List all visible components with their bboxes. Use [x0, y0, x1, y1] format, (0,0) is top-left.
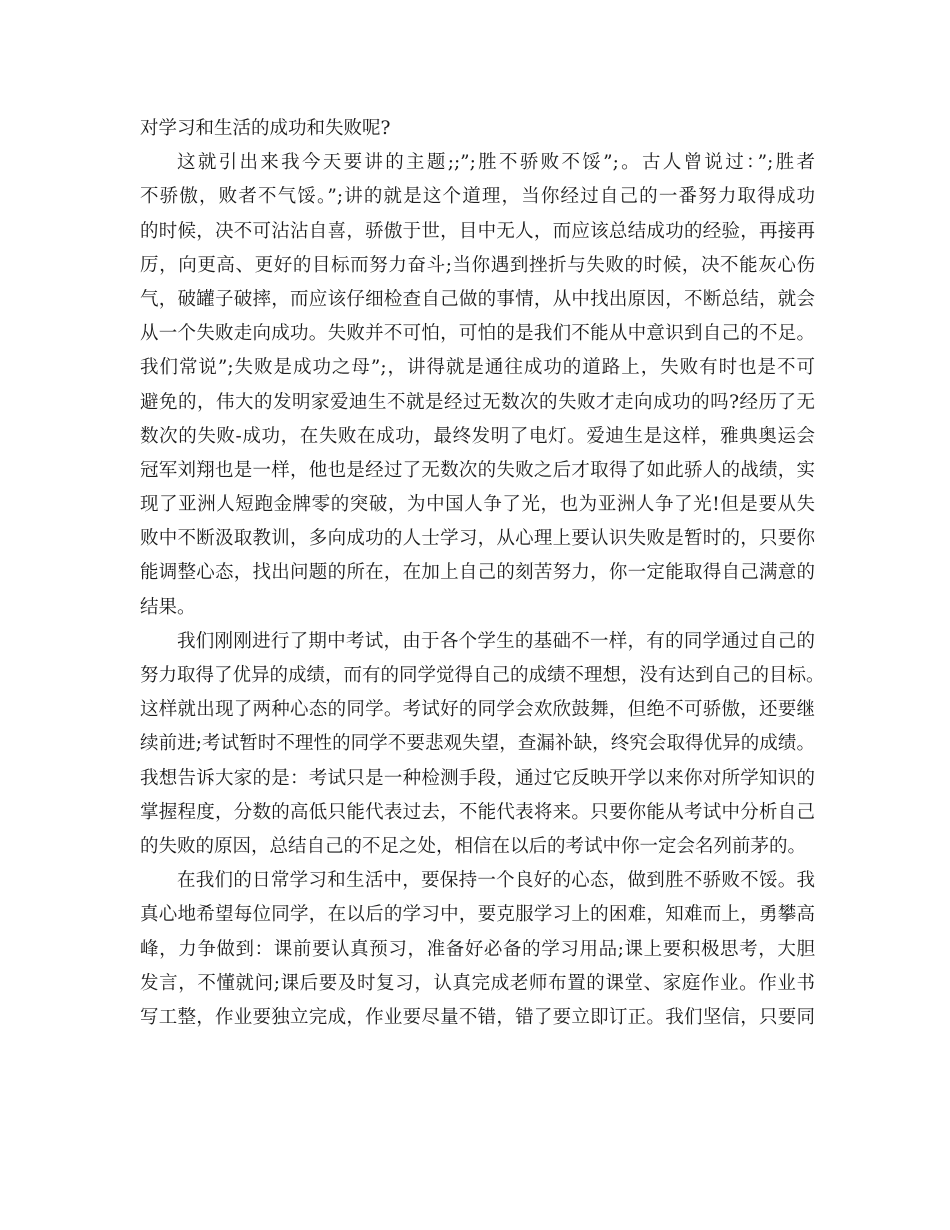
text-line: 写工整，作业要独立完成，作业要尽量不错，错了要立即订正。我们坚信，只要同	[140, 1006, 815, 1028]
text-line: 这就引出来我今天要讲的主题;;”;胜不骄败不馁”;。古人曾说过：”;胜者	[177, 152, 815, 174]
text-line: 这样就出现了两种心态的同学。考试好的同学会欢欣鼓舞，但绝不可骄傲，还要继	[140, 699, 815, 721]
text-line: 我想告诉大家的是：考试只是一种检测手段，通过它反映开学以来你对所学知识的	[140, 767, 815, 789]
text-line: 现了亚洲人短跑金牌零的突破，为中国人争了光，也为亚洲人争了光!但是要从失	[140, 494, 815, 516]
text-line: 冠军刘翔也是一样，他也是经过了无数次的失败之后才取得了如此骄人的战绩，实	[140, 459, 815, 481]
text-line: 数次的失败-成功，在失败在成功，最终发明了电灯。爱迪生是这样，雅典奥运会	[140, 425, 815, 447]
text-line: 发言，不懂就问;课后要及时复习，认真完成老师布置的课堂、家庭作业。作业书	[140, 972, 815, 994]
text-line: 真心地希望每位同学，在以后的学习中，要克服学习上的困难，知难而上，勇攀高	[140, 904, 815, 926]
text-line: 厉，向更高、更好的目标而努力奋斗;当你遇到挫折与失败的时候，决不能灰心伤	[140, 254, 815, 276]
text-line: 对学习和生活的成功和失败呢?	[140, 118, 391, 139]
text-line: 掌握程度，分数的高低只能代表过去，不能代表将来。只要你能从考试中分析自己	[140, 801, 815, 823]
text-line: 败中不断汲取教训，多向成功的人士学习，从心理上要认识失败是暂时的，只要你	[140, 528, 815, 550]
text-line: 的失败的原因，总结自己的不足之处，相信在以后的考试中你一定会名列前茅的。	[140, 835, 807, 857]
text-line: 从一个失败走向成功。失败并不可怕，可怕的是我们不能从中意识到自己的不足。	[140, 323, 815, 345]
text-line: 我们刚刚进行了期中考试，由于各个学生的基础不一样，有的同学通过自己的	[177, 630, 815, 652]
text-line: 续前进;考试暂时不理性的同学不要悲观失望，查漏补缺，终究会取得优异的成绩。	[140, 733, 815, 755]
text-line: 在我们的日常学习和生活中，要保持一个良好的心态，做到胜不骄败不馁。我	[177, 870, 815, 892]
text-line: 我们常说”;失败是成功之母”;，讲得就是通往成功的道路上，失败有时也是不可	[140, 357, 815, 379]
text-line: 努力取得了优异的成绩，而有的同学觉得自己的成绩不理想，没有达到自己的目标。	[140, 665, 825, 686]
text-line: 能调整心态，找出问题的所在，在加上自己的刻苦努力，你一定能取得自己满意的	[140, 562, 815, 584]
body-text	[140, 112, 825, 1035]
text-line: 的时候，决不可沾沾自喜，骄傲于世，目中无人，而应该总结成功的经验，再接再	[140, 220, 815, 242]
text-line: 峰，力争做到：课前要认真预习，准备好必备的学习用品;课上要积极思考，大胆	[140, 938, 815, 960]
text-line: 避免的，伟大的发明家爱迪生不就是经过无数次的失败才走向成功的吗?经历了无	[140, 391, 815, 413]
text-line: 气，破罐子破摔，而应该仔细检查自己做的事情，从中找出原因，不断总结，就会	[140, 288, 815, 310]
text-line: 结果。	[140, 596, 196, 618]
text-line: 不骄傲，败者不气馁。”;讲的就是这个道理，当你经过自己的一番努力取得成功	[140, 186, 815, 208]
